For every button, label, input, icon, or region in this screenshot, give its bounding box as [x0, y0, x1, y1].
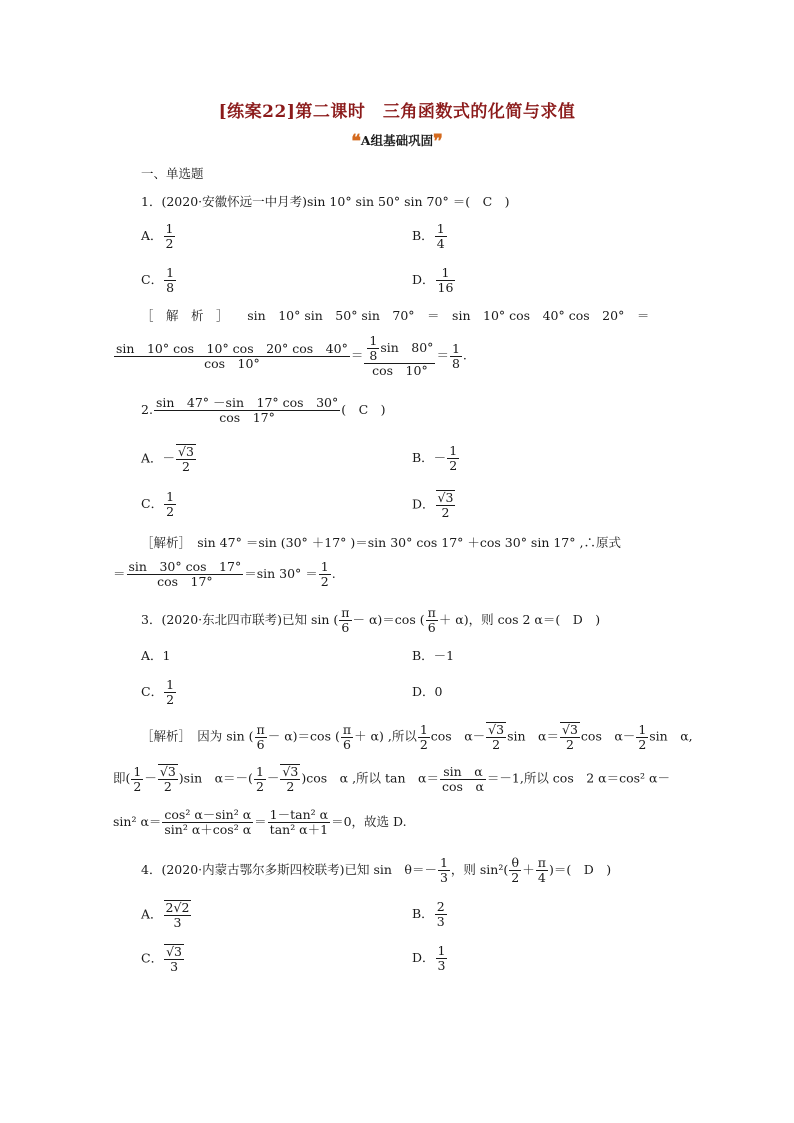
- q1-stem: 1．(2020·安徽怀远一中月考)sin 10° sin 50° sin 70° ＝( C ): [141, 194, 510, 209]
- q3-stem: 3．(2020·东北四市联考)已知 sin ( $\frac{\pi}{6}$ － α)＝cos ( $\frac{\pi}{6}$ ＋ α)，则 cos 2 α＝( D ): [141, 605, 601, 635]
- q3-option-d: D．0: [412, 684, 443, 699]
- fraction: $\frac{\text{1－tan² α}}{\text{tan² α＋1}}$: [269, 807, 329, 837]
- q3-solution-line3: sin² α＝ $\frac{\text{cos² α－sin² α}}{\text{sin² α＋cos² α}}$ ＝ $\frac{\text{1－tan² α}}{\text{tan² α＋1}}$ ＝0，故选 D.: [113, 807, 407, 837]
- fraction: $\frac{\sin 30^\circ \cos 17^\circ}{\cos 17^\circ}$: [128, 559, 242, 589]
- fraction: $\frac{1}{8}$: [369, 333, 378, 363]
- fraction: $\frac{1}{8}$ sin 80° cos 10°: [364, 334, 435, 378]
- quote-open-icon: ❝: [351, 131, 361, 152]
- q2-stem: 2. $\frac{\sin 47^\circ -\sin 17^\circ \cos 30^\circ}{\cos 17^\circ}$ ( C ): [141, 395, 386, 425]
- fraction: $\frac{\pi}{6}$: [342, 721, 352, 752]
- q1-option-a: A． $\frac{1}{2}$: [141, 221, 174, 251]
- q1-option-d: D． $\frac{1}{16}$: [412, 265, 454, 295]
- fraction: $\frac{1}{2}$: [166, 489, 175, 519]
- fraction: $\frac{1}{8}$: [166, 265, 175, 295]
- q2-option-b: B．－ $\frac{1}{2}$: [412, 443, 458, 473]
- fraction: $\frac{\pi}{4}$: [537, 855, 546, 885]
- q4-stem: 4．(2020·内蒙古鄂尔多斯四校联考)已知 sin θ＝－ $\frac{1}{3}$ ，则 sin²( $\frac{\theta}{2}$ ＋ $\frac{\pi}{4}$ )＝( D ): [141, 855, 612, 885]
- q1-solution-line: $\frac{\sin 10^\circ \cos 10^\circ \cos 20^\circ \cos 40^\circ}{\cos 10^\circ}$ ＝ $\frac{1}{8}$ sin 80° cos 10° ＝ $\frac{1}{8}$ .: [116, 333, 467, 378]
- q3-option-c: C． $\frac{1}{2}$: [141, 677, 175, 707]
- fraction: $\frac{\theta}{2}$: [511, 855, 520, 885]
- q3-solution-line1: ［解析］ 因为 sin ( $\frac{\pi}{6}$ － α)＝cos ( $\frac{\pi}{6}$ ＋ α) ,所以 $\frac{1}{2}$ cos α－ $\frac{√3}{2}$ sin α＝ $\frac{√3}{2}$ cos α－ $\frac{1}{2}$ sin α,: [141, 721, 693, 752]
- fraction: $\frac{√3}{2}$: [178, 444, 194, 474]
- fraction: $\frac{√3}{2}$: [282, 764, 299, 794]
- fraction: $\frac{\sin 47^\circ -\sin 17^\circ \cos 30^\circ}{\cos 17^\circ}$: [155, 395, 339, 425]
- fraction: $\frac{1}{2}$: [166, 677, 175, 707]
- fraction: $\frac{1}{2}$: [133, 763, 142, 794]
- fraction: $\frac{√3}{2}$: [437, 490, 454, 520]
- fraction: $\frac{\pi}{6}$: [341, 605, 350, 635]
- q4-option-d: D． $\frac{1}{3}$: [412, 943, 446, 973]
- fraction: $\frac{1}{4}$: [436, 221, 445, 251]
- fraction: $\frac{1}{3}$: [437, 943, 446, 973]
- q1-option-c: C． $\frac{1}{8}$: [141, 265, 175, 295]
- quote-close-icon: ❞: [433, 131, 443, 152]
- fraction: $\frac{1}{3}$: [439, 855, 448, 885]
- fraction: $\frac{1}{16}$: [437, 265, 454, 295]
- q2-option-c: C． $\frac{1}{2}$: [141, 489, 175, 519]
- fraction: $\frac{2}{3}$: [436, 899, 445, 929]
- q4-option-b: B． $\frac{2}{3}$: [412, 899, 445, 929]
- fraction: $\frac{1}{2}$: [320, 559, 329, 589]
- fraction: $\frac{\text{cos² α－sin² α}}{\text{sin² α＋cos² α}}$: [164, 807, 252, 837]
- q4-option-a: A． $\frac{2√2}{3}$: [141, 900, 190, 930]
- q2-option-d: D． $\frac{√3}{2}$: [412, 490, 454, 520]
- fraction: $\frac{\text{sin α}}{\text{cos α}}$: [442, 763, 484, 794]
- q1-solution-head: ［ 解 析 ］ sin 10° sin 50° sin 70° ＝ sin 10° cos 40° cos 20° ＝: [141, 308, 650, 323]
- fraction: $\frac{1}{2}$: [638, 721, 647, 752]
- fraction: $\frac{√3}{2}$: [562, 722, 578, 752]
- q4-option-c: C． $\frac{√3}{3}$: [141, 944, 182, 974]
- fraction: $\frac{1}{2}$: [165, 221, 174, 251]
- q2-solution-line2: ＝ $\frac{\sin 30^\circ \cos 17^\circ}{\cos 17^\circ}$ ＝sin 30° ＝ $\frac{1}{2}$ .: [113, 559, 336, 589]
- fraction: $\frac{1}{8}$: [451, 340, 460, 371]
- fraction: $\frac{\sin 10^\circ \cos 10^\circ \cos 20^\circ \cos 40^\circ}{\cos 10^\circ}$: [116, 340, 348, 371]
- group-heading: [0, 131, 794, 152]
- q3-solution-line2: 即( $\frac{1}{2}$ － $\frac{√3}{2}$ )sin α＝－( $\frac{1}{2}$ － $\frac{√3}{2}$ )cos α ,所以 tan α＝ $\frac{\text{sin α}}{\text{cos α}}$ ＝－1,所以 cos 2 α＝cos² α－: [113, 763, 670, 794]
- q2-option-a: A．－ $\frac{√3}{2}$: [141, 444, 194, 474]
- fraction: $\frac{1}{2}$: [419, 721, 428, 752]
- fraction: $\frac{\pi}{6}$: [256, 721, 265, 752]
- q1-option-b: B． $\frac{1}{4}$: [412, 221, 445, 251]
- q2-solution-line1: ［解析］ sin 47° ＝sin (30° ＋17° )＝sin 30° cos 17° ＋cos 30° sin 17° ,∴原式: [141, 535, 621, 550]
- group-label: A组基础巩固: [360, 133, 434, 148]
- fraction: $\frac{2√2}{3}$: [165, 900, 190, 930]
- fraction: $\frac{\pi}{6}$: [427, 605, 436, 635]
- page-title: [练案22]第二课时 三角函数式的化简与求值: [218, 102, 576, 122]
- fraction: $\frac{√3}{3}$: [166, 944, 182, 974]
- q3-option-b: B．－1: [412, 648, 455, 663]
- fraction: $\frac{1}{2}$: [449, 443, 458, 473]
- section-label: 一、单选题: [141, 166, 204, 181]
- q3-option-a: A．1: [141, 648, 171, 663]
- fraction: $\frac{1}{2}$: [255, 763, 264, 794]
- fraction: $\frac{√3}{2}$: [159, 764, 176, 794]
- fraction: $\frac{√3}{2}$: [488, 722, 505, 752]
